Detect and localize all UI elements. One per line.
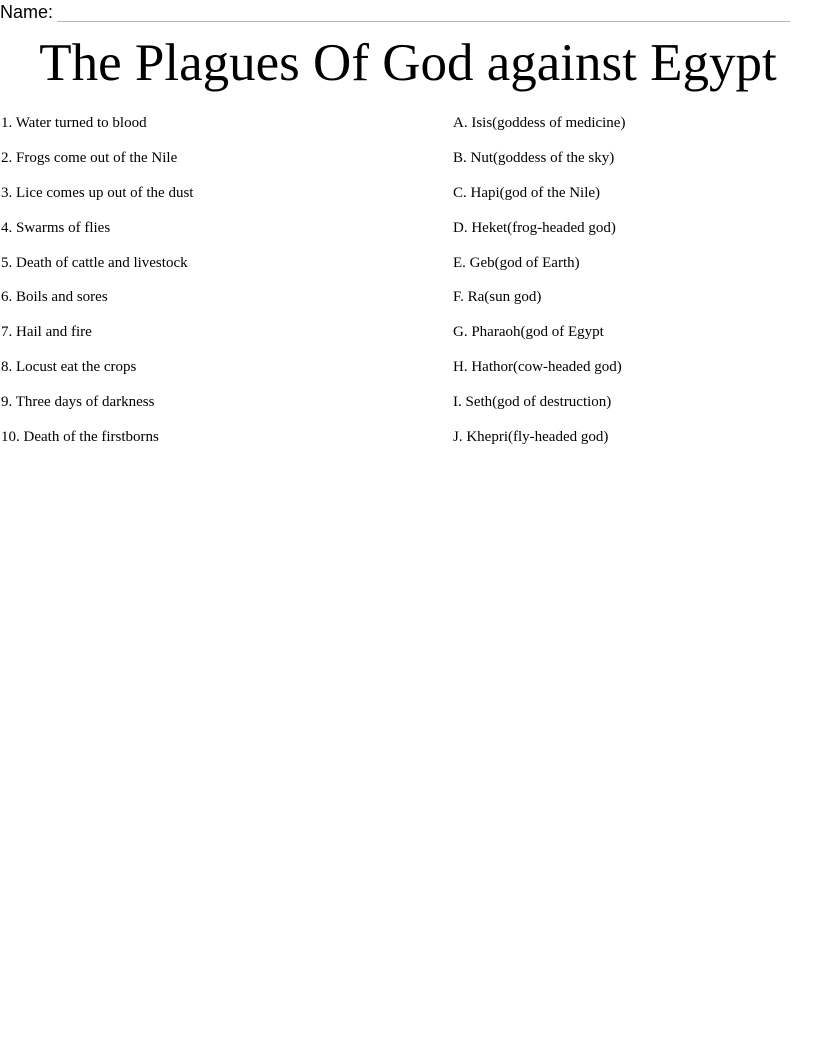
plague-item: 1. Water turned to blood <box>1 115 147 131</box>
god-item: D. Heket(frog-headed god) <box>453 219 616 236</box>
plague-item: 10. Death of the firstborns <box>1 429 159 446</box>
plague-item: 9. Three days of darkness <box>1 394 155 411</box>
plague-item: 2. Frogs come out of the Nile <box>1 149 178 166</box>
plague-list <box>1 113 193 462</box>
plague-item: 8. Locust eat the crops <box>1 359 137 376</box>
god-item: E. Geb(god of Earth) <box>453 254 580 271</box>
god-item: I. Seth(god of destruction) <box>453 394 612 411</box>
worksheet-title: The Plagues Of God against Egypt <box>39 34 777 92</box>
god-item: H. Hathor(cow-headed god) <box>453 359 622 376</box>
god-item: B. Nut(goddess of the sky) <box>453 149 615 166</box>
god-item: J. Khepri(fly-headed god) <box>453 429 609 446</box>
name-underline <box>57 4 790 22</box>
plague-item: 5. Death of cattle and livestock <box>1 254 188 271</box>
god-item: C. Hapi(god of the Nile) <box>453 184 601 201</box>
god-item: A. Isis(goddess of medicine) <box>453 115 626 131</box>
plague-item: 7. Hail and fire <box>1 324 92 341</box>
plague-item: 4. Swarms of flies <box>1 219 111 236</box>
god-item: G. Pharaoh(god of Egypt <box>453 324 604 341</box>
god-list <box>453 113 625 462</box>
name-label: Name: <box>0 2 54 22</box>
name-field-row <box>0 0 790 22</box>
plague-item: 6. Boils and sores <box>1 289 108 306</box>
god-item: F. Ra(sun god) <box>453 289 542 306</box>
plague-item: 3. Lice comes up out of the dust <box>1 184 194 201</box>
